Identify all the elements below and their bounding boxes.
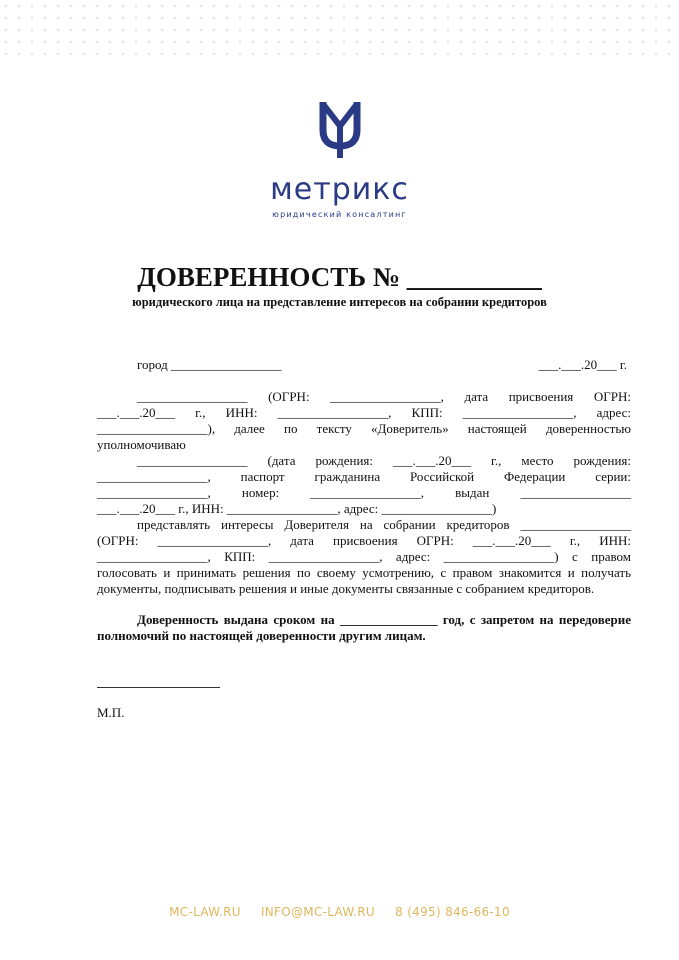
p1-line: _________________), далее по тексту «Доверитель» настоящей доверенностью — [97, 421, 631, 436]
signature-line — [97, 687, 220, 688]
header-pattern — [0, 0, 679, 55]
p3-line: представлять интересы Доверителя на собрании кредиторов _________________ — [137, 517, 631, 532]
doc-subtitle: юридического лица на представление интересов на собрании кредиторов — [132, 295, 547, 309]
p1-line: уполномочиваю — [97, 437, 186, 452]
footer-site[interactable]: MC-LAW.RU — [169, 905, 241, 919]
p2-line: ___.___.20___ г., ИНН: _________________, адрес: _________________) — [97, 501, 497, 516]
footer-email[interactable]: INFO@MC-LAW.RU — [260, 905, 376, 919]
footer-phone: 8 (495) 846-66-10 — [395, 905, 510, 919]
brand-name: метрикс — [270, 172, 409, 207]
brand-tagline: юридический консалтинг — [272, 210, 407, 219]
p2-line: _________________ (дата рождения: ___.___.20___ г., место рождения: — [137, 453, 631, 468]
date-field: ___.___.20___ г. — [538, 357, 627, 372]
p1-line: ___.___.20___ г., ИНН: _________________, КПП: _________________, адрес: — [97, 405, 631, 420]
logo-mark-icon — [318, 100, 362, 160]
city-field: город _________________ — [137, 357, 282, 372]
p3-line: голосовать и принимать решения по своему усмотрению, с правом знакомится и получать — [97, 565, 631, 580]
p1-line: _________________ (ОГРН: _________________, дата присвоения ОГРН: — [137, 389, 631, 404]
p2-line: _________________, паспорт гражданина Российской Федерации серии: — [97, 469, 631, 484]
p3-line: (ОГРН: _________________, дата присвоения ОГРН: ___.___.20___ г., ИНН: — [97, 533, 631, 548]
p4-line: Доверенность выдана сроком на _______________ год, с запретом на передоверие — [137, 612, 631, 627]
seal-label: М.П. — [97, 705, 125, 720]
p3-line: документы, подписывать решения и иные документы связанные с собранием кредиторов. — [97, 581, 595, 596]
p2-line: _________________, номер: _________________, выдан _________________ — [97, 485, 631, 500]
logo — [0, 100, 679, 165]
p4-line: полномочий по настоящей доверенности другим лицам. — [97, 628, 426, 643]
doc-title: ДОВЕРЕННОСТЬ № __________ — [137, 262, 542, 292]
footer — [0, 905, 679, 919]
p3-line: _________________, КПП: _________________, адрес: _________________) с правом — [97, 549, 631, 564]
